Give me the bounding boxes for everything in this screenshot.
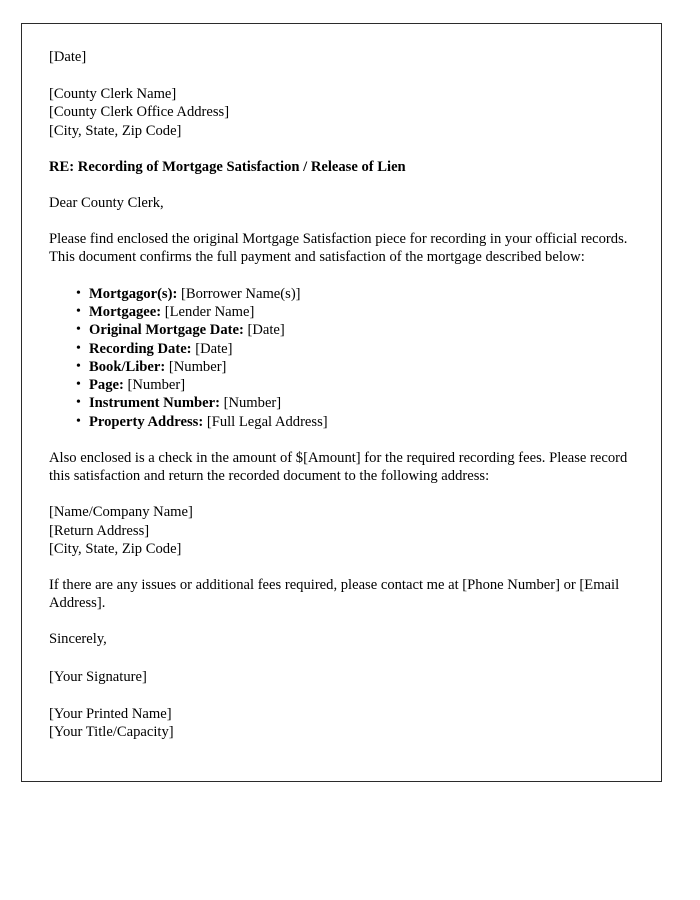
list-item bbox=[89, 376, 629, 394]
salutation: Dear County Clerk, bbox=[49, 195, 164, 212]
detail-value: [Date] bbox=[247, 322, 285, 339]
spacer bbox=[49, 686, 629, 705]
return-address-line: [Return Address] bbox=[49, 522, 150, 539]
detail-label: Mortgagor(s): bbox=[89, 285, 178, 302]
letter-page bbox=[21, 23, 662, 782]
detail-label: Instrument Number: bbox=[89, 395, 220, 412]
return-address-line: [Name/Company Name] bbox=[49, 504, 193, 521]
list-item bbox=[89, 285, 629, 303]
recipient-line: [County Clerk Office Address] bbox=[49, 104, 230, 121]
detail-value: [Full Legal Address] bbox=[206, 413, 328, 430]
letter-body bbox=[22, 24, 661, 741]
signer-line: [Your Title/Capacity] bbox=[49, 724, 174, 741]
spacer bbox=[49, 212, 629, 230]
subject-line: RE: Recording of Mortgage Satisfaction / Release of Lien bbox=[49, 158, 406, 175]
date-line: [Date] bbox=[49, 49, 87, 65]
detail-label: Mortgagee: bbox=[89, 303, 162, 320]
list-item bbox=[89, 303, 629, 321]
detail-label: Recording Date: bbox=[89, 340, 192, 357]
fee-paragraph: Also enclosed is a check in the amount of $[Amount] for the required recording fees. Please record this satisfaction and return the recorded document to the following address: bbox=[49, 450, 628, 485]
spacer bbox=[49, 431, 629, 449]
recipient-address bbox=[49, 85, 629, 140]
mortgage-details-list bbox=[49, 285, 629, 431]
detail-label: Property Address: bbox=[89, 413, 204, 430]
detail-label: Page: bbox=[89, 377, 124, 394]
detail-value: [Number] bbox=[127, 377, 186, 394]
signature-placeholder: [Your Signature] bbox=[49, 668, 147, 685]
detail-value: [Date] bbox=[195, 340, 233, 357]
spacer bbox=[49, 612, 629, 630]
return-address-line: [City, State, Zip Code] bbox=[49, 540, 182, 557]
list-item bbox=[89, 340, 629, 358]
spacer bbox=[49, 558, 629, 576]
signer-line: [Your Printed Name] bbox=[49, 705, 172, 722]
spacer bbox=[49, 66, 629, 85]
contact-paragraph: If there are any issues or additional fees required, please contact me at [Phone Number] or [Email Address]. bbox=[49, 577, 620, 612]
detail-value: [Number] bbox=[223, 395, 282, 412]
intro-paragraph: Please find enclosed the original Mortgage Satisfaction piece for recording in your official records. This document confirms the full payment and satisfaction of the mortgage described below: bbox=[49, 231, 628, 266]
closing: Sincerely, bbox=[49, 631, 107, 648]
detail-value: [Lender Name] bbox=[164, 303, 255, 320]
detail-value: [Number] bbox=[168, 358, 227, 375]
detail-label: Original Mortgage Date: bbox=[89, 322, 244, 339]
spacer bbox=[49, 485, 629, 503]
list-item bbox=[89, 321, 629, 339]
detail-value: [Borrower Name(s)] bbox=[181, 285, 301, 302]
spacer bbox=[49, 176, 629, 194]
recipient-line: [City, State, Zip Code] bbox=[49, 122, 182, 139]
spacer bbox=[49, 140, 629, 158]
list-item bbox=[89, 413, 629, 431]
detail-label: Book/Liber: bbox=[89, 358, 166, 375]
return-address bbox=[49, 503, 629, 558]
spacer bbox=[49, 649, 629, 668]
list-item bbox=[89, 358, 629, 376]
list-item bbox=[89, 394, 629, 412]
recipient-line: [County Clerk Name] bbox=[49, 86, 177, 103]
signer-block bbox=[49, 705, 629, 741]
spacer bbox=[49, 267, 629, 285]
